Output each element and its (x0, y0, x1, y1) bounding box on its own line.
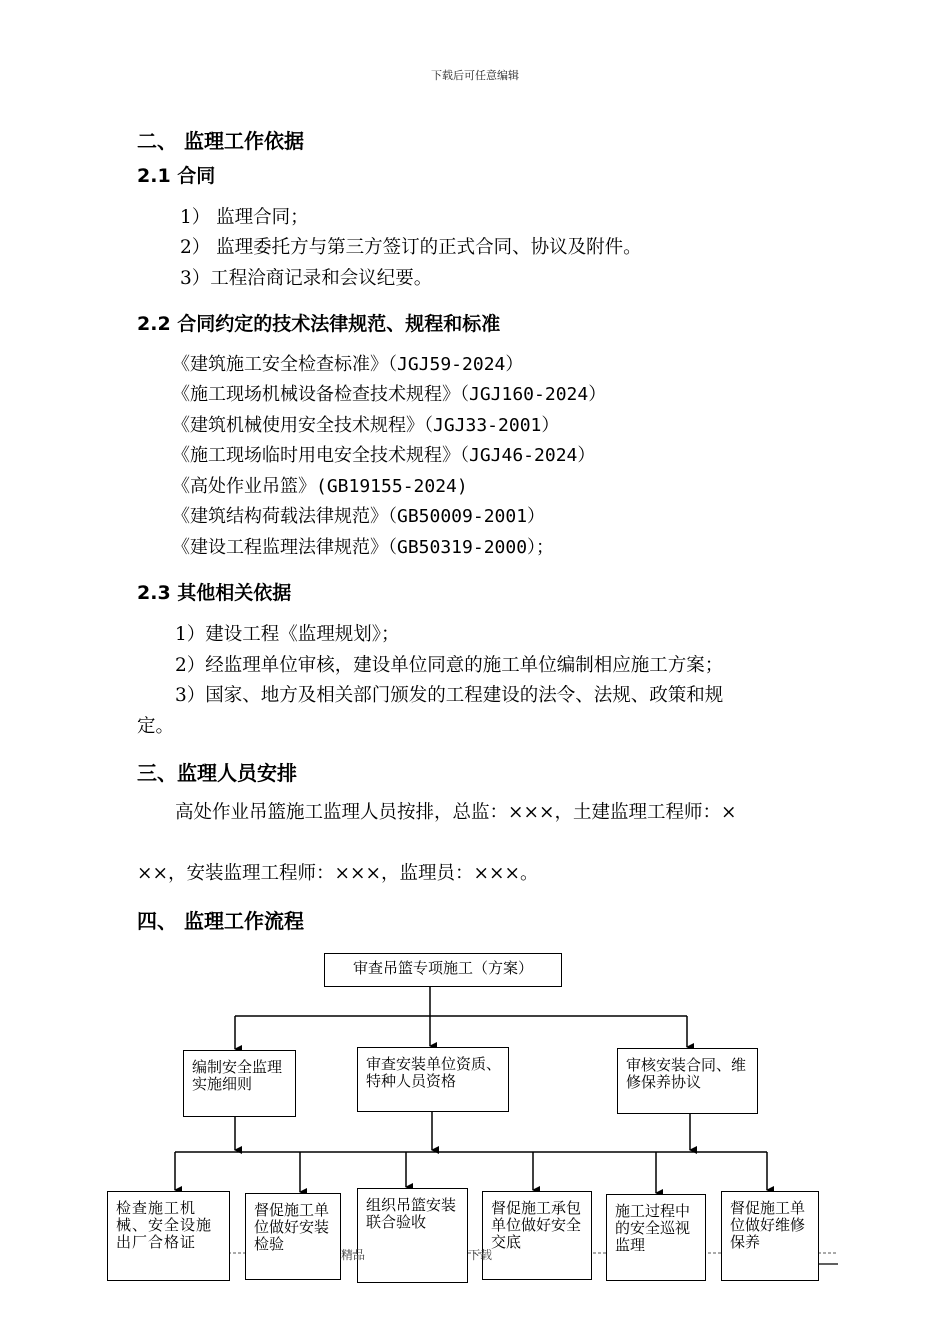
footer-fragment: 下载 (468, 1248, 493, 1262)
standard-item: 《建设工程监理法律规范》（GB50319-2000）； (172, 537, 555, 558)
flow-box-level3: 督促施工承包单位做好安全交底 (482, 1191, 592, 1280)
contract-item: 2） 监理委托方与第三方签订的正式合同、协议及附件。 (180, 237, 642, 258)
basis-item: 3）国家、地方及相关部门颁发的工程建设的法令、法规、政策和规 (175, 685, 724, 706)
standard-item: 《施工现场临时用电安全技术规程》（JGJ46-2024） (172, 445, 596, 466)
section-2-1-title: 2.1 合同 (137, 165, 216, 187)
footer-fragment: 精品 (341, 1248, 366, 1262)
basis-item-continued: 定。 (137, 716, 175, 737)
section-2-2-title: 2.2 合同约定的技术法律规范、规程和标准 (137, 313, 501, 335)
flow-box-level3: 组织吊篮安装联合验收 (357, 1188, 468, 1283)
flow-box-level3: 督促施工单位做好安装检验 (245, 1193, 341, 1280)
section-2-title: 二、 监理工作依据 (137, 129, 304, 153)
section-3-title: 三、监理人员安排 (137, 761, 297, 785)
flow-box-level2: 审查安装单位资质、特种人员资格 (357, 1047, 509, 1112)
basis-item: 2）经监理单位审核，建设单位同意的施工单位编制相应施工方案； (175, 655, 724, 676)
standard-item: 《施工现场机械设备检查技术规程》（JGJ160-2024） (172, 384, 607, 405)
flow-box-level3: 督促施工单位做好维修保养 (721, 1191, 819, 1281)
section-4-title: 四、 监理工作流程 (137, 909, 304, 933)
section-2-3-title: 2.3 其他相关依据 (137, 582, 292, 604)
flow-box-level3: 施工过程中的安全巡视监理 (606, 1194, 706, 1281)
standard-item: 《建筑施工安全检查标准》（JGJ59-2024） (172, 354, 524, 375)
basis-item: 1）建设工程《监理规划》； (175, 624, 400, 645)
standard-item: 《高处作业吊篮》(GB19155-2024) (172, 476, 468, 497)
standard-item: 《建筑结构荷载法律规范》（GB50009-2001） (172, 506, 546, 527)
contract-item: 3）工程洽商记录和会议纪要。 (180, 268, 433, 289)
flow-box-level2: 编制安全监理实施细则 (183, 1050, 296, 1117)
staff-line-1: 高处作业吊篮施工监理人员按排，总监：×××，土建监理工程师：× (175, 802, 737, 823)
standard-item: 《建筑机械使用安全技术规程》（JGJ33-2001） (172, 415, 560, 436)
staff-line-2: ××，安装监理工程师：×××，监理员：×××。 (137, 863, 539, 884)
page-header: 下载后可任意编辑 (431, 69, 519, 82)
flow-box-level2: 审核安装合同、维修保养协议 (617, 1048, 758, 1114)
flow-box-level3: 检查施工机械、安全设施出厂合格证 (107, 1191, 230, 1281)
flow-box-top: 审查吊篮专项施工（方案） (324, 953, 562, 987)
contract-item: 1） 监理合同； (180, 207, 309, 228)
